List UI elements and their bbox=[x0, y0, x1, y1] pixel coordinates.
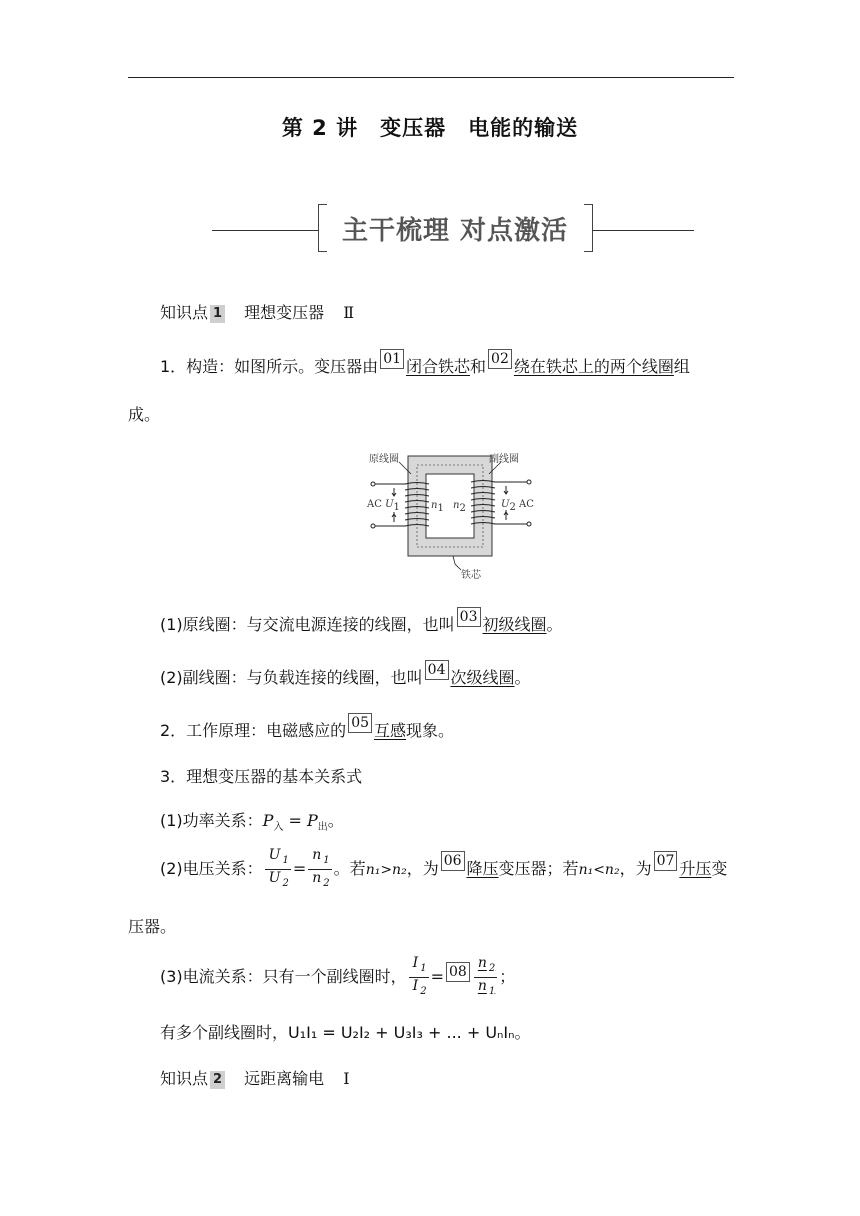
core-pointer bbox=[453, 556, 461, 570]
voltage-ratio-fraction: $\frac{U _1}{U _2}$ bbox=[265, 847, 291, 892]
knowledge-point-2-heading: 知识点 2 远距离输电 Ⅰ bbox=[160, 1069, 350, 1088]
multi-coil-relation: 有多个副线圈时，U₁I₁ = U₂I₂ + U₃I₃ + ... + UₙIₙ。 bbox=[160, 1023, 531, 1042]
secondary-coil-label: 副线圈 bbox=[489, 454, 519, 465]
banner-line-right bbox=[592, 230, 694, 231]
answer-01: 闭合铁芯 bbox=[406, 357, 471, 376]
header-rule bbox=[128, 77, 734, 78]
principle-line: 2．工作原理：电磁感应的 05 互感现象。 bbox=[160, 715, 455, 740]
knowledge-point-1-heading: 知识点 1 理想变压器 Ⅱ bbox=[160, 303, 355, 322]
section-banner: 主干梳理 对点激活 bbox=[341, 216, 569, 246]
answer-07: 升压 bbox=[679, 859, 712, 878]
answer-box-06: 06 bbox=[441, 851, 465, 871]
answer-box-03: 03 bbox=[457, 607, 481, 627]
voltage-relation: (2)电压关系： $\frac{U _1}{U _2}$ = $\frac{n _1}{n _2}$ 。若n₁>n₂，为 06 降压变压器；若n₁<n₂，为 07 升压变 bbox=[160, 846, 727, 893]
n2-label: $n_2$ bbox=[453, 500, 466, 514]
structure-line-cont: 成。 bbox=[128, 405, 161, 424]
answer-08: $\frac{n _2}{n _1}$ bbox=[474, 955, 497, 1000]
answer-box-01: 01 bbox=[380, 349, 404, 369]
banner-line-left bbox=[212, 230, 318, 231]
core-label: 铁芯 bbox=[461, 570, 481, 581]
secondary-coil-line: (2)副线圈：与负载连接的线圈，也叫 04 次级线圈。 bbox=[160, 662, 531, 687]
power-relation: (1)功率关系：$P_入 = P_出$。 bbox=[160, 811, 344, 834]
answer-box-07: 07 bbox=[654, 851, 678, 871]
structure-line: 1．构造：如图所示。变压器由 01 闭合铁芯和 02 绕在铁芯上的两个线圈组 bbox=[160, 351, 690, 376]
n1-label: $n_1$ bbox=[431, 500, 444, 514]
answer-box-02: 02 bbox=[488, 349, 512, 369]
ac-left-label: AC $U_1$ bbox=[367, 499, 400, 513]
knowledge-point-number: 2 bbox=[210, 1071, 225, 1089]
answer-04: 次级线圈 bbox=[450, 668, 515, 687]
banner-bracket-right bbox=[584, 204, 593, 252]
page-title: 第 2 讲 变压器 电能的输送 bbox=[281, 116, 579, 140]
answer-box-04: 04 bbox=[425, 660, 449, 680]
knowledge-point-number: 1 bbox=[210, 305, 225, 323]
ac-right-label: $U_2$ AC bbox=[501, 499, 534, 513]
turns-ratio-fraction: $\frac{n _1}{n _2}$ bbox=[308, 847, 331, 892]
voltage-relation-cont: 压器。 bbox=[128, 917, 177, 936]
answer-05: 互感 bbox=[374, 721, 407, 740]
answer-06: 降压 bbox=[466, 859, 499, 878]
answer-box-05: 05 bbox=[348, 713, 372, 733]
primary-coil-line: (1)原线圈：与交流电源连接的线圈，也叫 03 初级线圈。 bbox=[160, 609, 563, 634]
primary-coil-label: 原线圈 bbox=[369, 454, 399, 465]
answer-03: 初级线圈 bbox=[482, 615, 547, 634]
answer-box-08: 08 bbox=[446, 962, 470, 982]
current-relation: (3)电流关系：只有一个副线圈时， $\frac{I _1}{I _2}$ = 08 $\frac{n _2}{n _1}$ ； bbox=[160, 954, 515, 1000]
transformer-svg bbox=[365, 446, 537, 582]
banner-bracket-left bbox=[318, 204, 327, 252]
relations-heading: 3．理想变压器的基本关系式 bbox=[160, 767, 363, 786]
transformer-diagram bbox=[365, 446, 537, 582]
current-ratio-fraction: $\frac{I _1}{I _2}$ bbox=[409, 955, 429, 1000]
answer-02: 绕在铁芯上的两个线圈 bbox=[513, 357, 674, 376]
